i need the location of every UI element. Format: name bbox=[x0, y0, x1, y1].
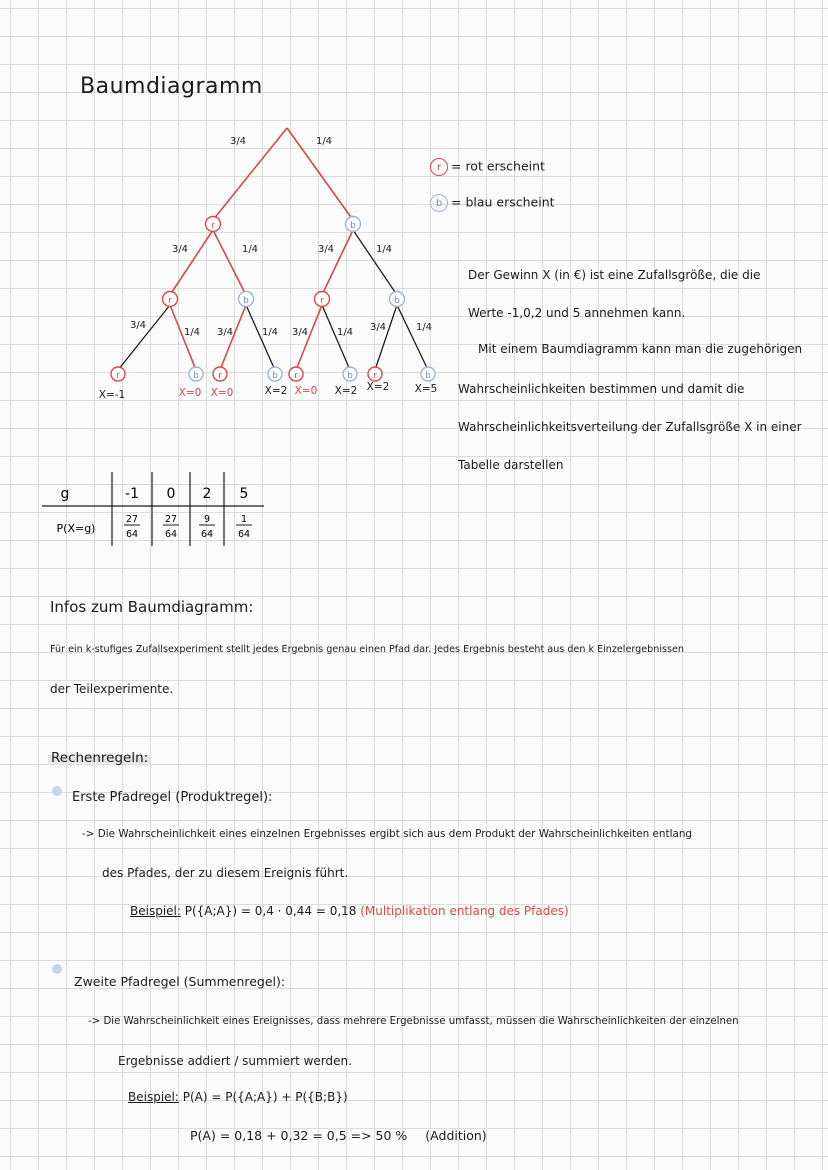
rule1-example-note: (Multiplikation entlang des Pfades) bbox=[360, 904, 569, 918]
leaf-bbr bbox=[368, 367, 382, 381]
rule1-example-label: Beispiel: bbox=[130, 904, 181, 918]
outcome-6: X=2 bbox=[334, 385, 358, 397]
node-r-level1 bbox=[206, 217, 221, 232]
bullet-icon bbox=[52, 964, 62, 974]
rule2-example bbox=[128, 1090, 348, 1104]
leaf-brb bbox=[343, 367, 357, 381]
blue-circle-icon: b bbox=[430, 194, 448, 212]
rule2-note: (Addition) bbox=[425, 1128, 487, 1143]
table-row2-label: P(X=g) bbox=[56, 522, 96, 535]
distribution-table bbox=[40, 470, 280, 550]
node-label: b bbox=[243, 296, 249, 306]
prob-den-1: 64 bbox=[125, 529, 139, 540]
prob-rr-right bbox=[184, 327, 200, 338]
rule2-title: Zweite Pfadregel (Summenregel): bbox=[74, 974, 286, 989]
prob-r-right bbox=[242, 244, 258, 255]
info-line-1: Für ein k-stufiges Zufallsexperiment stellt jedes Ergebnis genau einen Pfad dar. Jedes Ergebnis besteht aus den k Einzelergebnissen bbox=[50, 644, 684, 655]
leaf-rrb bbox=[189, 367, 203, 381]
prob-l1-left bbox=[230, 136, 246, 147]
rule1-example-formula: P({A;A}) = 0,4 · 0,44 = 0,18 bbox=[184, 904, 357, 918]
prob-b-right bbox=[376, 244, 392, 255]
svg-text:1/4: 1/4 bbox=[375, 244, 393, 255]
svg-text:1/4: 1/4 bbox=[183, 327, 201, 338]
node-rr bbox=[163, 292, 178, 307]
prob-den-3: 64 bbox=[200, 529, 214, 540]
node-label: r bbox=[320, 296, 324, 306]
prob-num-2: 27 bbox=[164, 514, 178, 525]
tree-diagram bbox=[0, 0, 828, 420]
info-heading: Infos zum Baumdiagramm: bbox=[50, 598, 254, 616]
leaf-bbb bbox=[421, 367, 435, 381]
outcome-2: X=0 bbox=[178, 387, 202, 399]
edge-root-r bbox=[213, 128, 287, 220]
table-value-2: 0 bbox=[166, 486, 176, 502]
edge-bb-b bbox=[397, 305, 428, 370]
prob-br-left bbox=[292, 327, 308, 338]
leaf-rbb bbox=[268, 367, 282, 381]
prob-den-2: 64 bbox=[164, 529, 178, 540]
prob-b-left bbox=[318, 244, 334, 255]
rule2-line-1: -> Die Wahrscheinlichkeit eines Ereignisses, dass mehrere Ergebnisse umfasst, müssen die Wahrscheinlichkeiten der einzelnen bbox=[88, 1016, 739, 1027]
node-label: b bbox=[272, 371, 278, 381]
prob-bb-right bbox=[416, 322, 432, 333]
node-label: b bbox=[425, 371, 431, 381]
prob-rr-left bbox=[130, 320, 146, 331]
outcome-8: X=5 bbox=[414, 383, 438, 395]
rule1-example bbox=[130, 904, 569, 918]
prob-num-1: 27 bbox=[125, 514, 139, 525]
svg-text:1/4: 1/4 bbox=[415, 322, 433, 333]
edge-bb-r bbox=[375, 305, 397, 370]
prob-den-4: 64 bbox=[237, 529, 251, 540]
outcome-1: X=-1 bbox=[98, 389, 126, 401]
node-label: b bbox=[350, 221, 356, 231]
bullet-icon bbox=[52, 786, 62, 796]
prob-br-right bbox=[337, 327, 353, 338]
rule1-title: Erste Pfadregel (Produktregel): bbox=[72, 790, 273, 805]
info-line-2: der Teilexperimente. bbox=[50, 682, 174, 696]
outcome-4: X=2 bbox=[264, 385, 288, 397]
description-line-6: Tabelle darstellen bbox=[458, 458, 564, 472]
svg-text:1/4: 1/4 bbox=[241, 244, 259, 255]
table-row1-label: g bbox=[60, 486, 70, 502]
svg-text:1/4: 1/4 bbox=[315, 136, 333, 147]
outcome-5: X=0 bbox=[294, 385, 318, 397]
table-value-1: -1 bbox=[125, 486, 139, 502]
description-line-5: Wahrscheinlichkeitsverteilung der Zufallsgröße X in einer bbox=[458, 420, 802, 434]
legend-red-text: = rot erscheint bbox=[451, 158, 545, 174]
node-rb bbox=[239, 292, 254, 307]
prob-l1-right bbox=[316, 136, 332, 147]
node-label: b bbox=[394, 296, 400, 306]
red-circle-icon: r bbox=[430, 158, 448, 176]
svg-text:1/4: 1/4 bbox=[261, 327, 279, 338]
rule2-example-formula: P(A) = P({A;A}) + P({B;B}) bbox=[182, 1090, 348, 1104]
edge-b-r bbox=[322, 230, 353, 295]
prob-r-left bbox=[172, 244, 188, 255]
prob-rb-right bbox=[262, 327, 278, 338]
edge-b-b bbox=[353, 230, 397, 295]
leaf-brr bbox=[289, 367, 303, 381]
rule1-line-2: des Pfades, der zu diesem Ereignis führt. bbox=[102, 866, 349, 880]
node-label: b bbox=[193, 371, 199, 381]
edge-r-b bbox=[213, 230, 246, 295]
node-label: r bbox=[294, 371, 298, 381]
svg-text:3/4: 3/4 bbox=[229, 136, 247, 147]
edge-r-r bbox=[170, 230, 213, 295]
legend-blue-text: = blau erscheint bbox=[451, 194, 555, 210]
rule2-calc-line bbox=[190, 1128, 487, 1143]
node-label: r bbox=[211, 221, 215, 231]
node-bb bbox=[390, 292, 405, 307]
legend-blue bbox=[430, 194, 555, 212]
prob-bb-left bbox=[370, 322, 386, 333]
outcome-3: X=0 bbox=[210, 387, 234, 399]
svg-text:3/4: 3/4 bbox=[171, 244, 189, 255]
node-label: r bbox=[116, 371, 120, 381]
description-line-3: Mit einem Baumdiagramm kann man die zugehörigen bbox=[478, 342, 803, 356]
leaf-rbr bbox=[213, 367, 227, 381]
description-line-4: Wahrscheinlichkeiten bestimmen und damit die bbox=[458, 382, 745, 396]
prob-num-3: 9 bbox=[203, 514, 211, 525]
svg-text:3/4: 3/4 bbox=[216, 327, 234, 338]
rule2-calc: P(A) = 0,18 + 0,32 = 0,5 => 50 % bbox=[190, 1128, 408, 1143]
edge-rr-r bbox=[118, 305, 170, 370]
description-line-1: Der Gewinn X (in €) ist eine Zufallsgröße, die die bbox=[468, 268, 761, 282]
legend-red bbox=[430, 158, 545, 176]
rule2-line-2: Ergebnisse addiert / summiert werden. bbox=[118, 1054, 352, 1068]
rule1-line-1: -> Die Wahrscheinlichkeit eines einzelnen Ergebnisses ergibt sich aus dem Produkt der Wahrscheinlichkeiten entlang bbox=[82, 828, 693, 840]
prob-num-4: 1 bbox=[240, 514, 248, 525]
node-label: b bbox=[347, 371, 353, 381]
node-label: r bbox=[168, 296, 172, 306]
svg-text:3/4: 3/4 bbox=[129, 320, 147, 331]
table-value-3: 2 bbox=[202, 486, 212, 502]
node-label: r bbox=[218, 371, 222, 381]
page-title: Baumdiagramm bbox=[80, 74, 263, 99]
svg-text:3/4: 3/4 bbox=[317, 244, 335, 255]
svg-text:3/4: 3/4 bbox=[369, 322, 387, 333]
table-value-4: 5 bbox=[239, 486, 249, 502]
leaf-rrr bbox=[111, 367, 125, 381]
rule2-example-label: Beispiel: bbox=[128, 1090, 179, 1104]
svg-text:3/4: 3/4 bbox=[291, 327, 309, 338]
rules-heading bbox=[48, 750, 151, 766]
node-br bbox=[315, 292, 330, 307]
prob-rb-left bbox=[217, 327, 233, 338]
description-line-2: Werte -1,0,2 und 5 annehmen kann. bbox=[468, 306, 686, 320]
outcome-7: X=2 bbox=[366, 381, 390, 393]
node-label: r bbox=[373, 371, 377, 381]
node-b-level1 bbox=[346, 217, 361, 232]
rules-heading-text: Rechenregeln: bbox=[48, 750, 151, 766]
svg-text:1/4: 1/4 bbox=[336, 327, 354, 338]
